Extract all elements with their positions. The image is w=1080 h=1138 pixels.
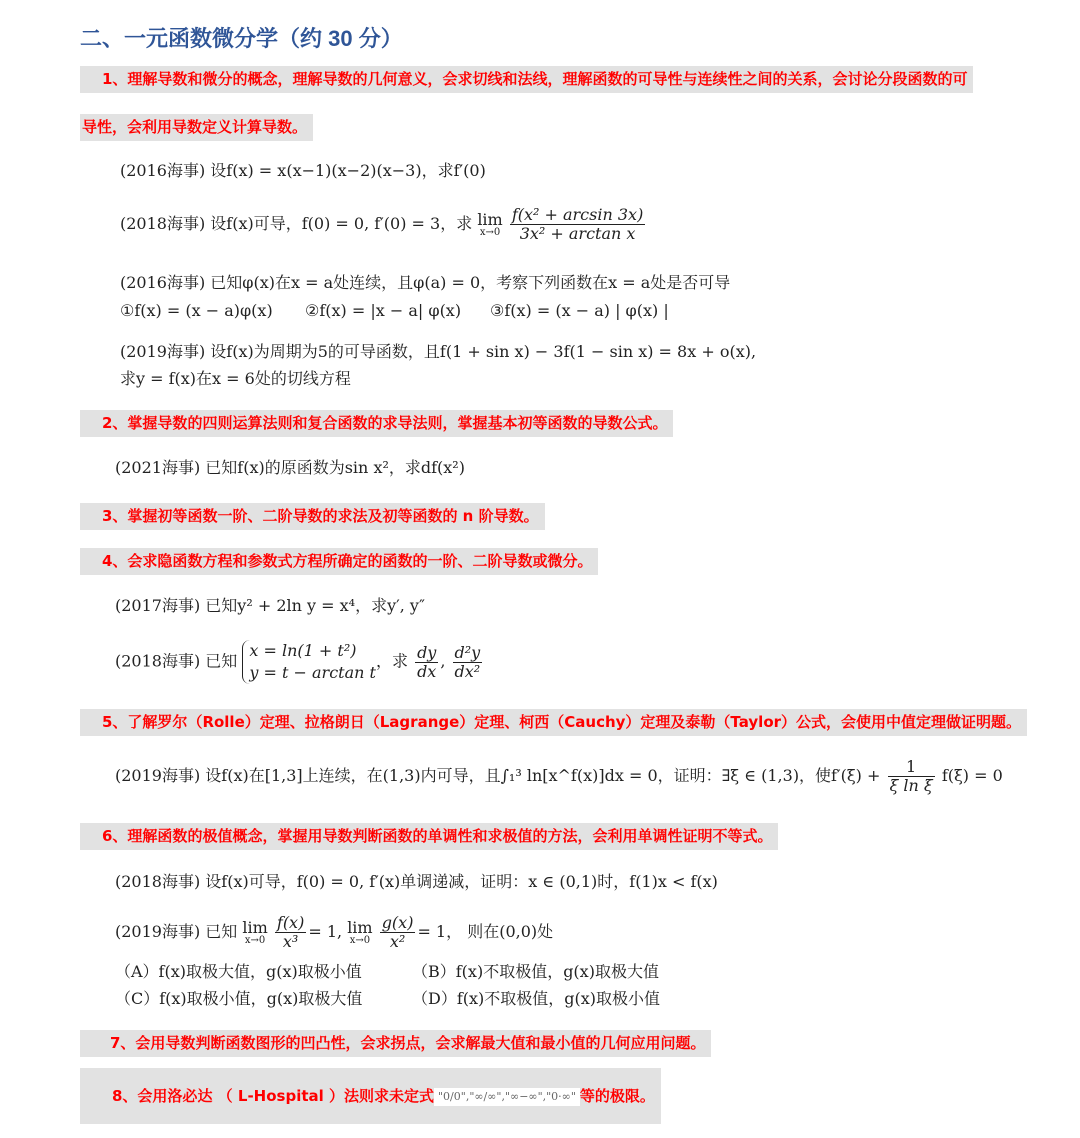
- topic-3: 3、掌握初等函数一阶、二阶导数的求法及初等函数的 n 阶导数。: [80, 503, 545, 530]
- problem-9: (2018海事) 设f(x)可导，f(0) = 0, f′(x)单调递减，证明：x ∈ (0,1)时，f(1)x < f(x): [115, 872, 718, 891]
- topic-7: 7、会用导数判断函数图形的凹凸性，会求拐点，会求解最大值和最小值的几何应用问题。: [80, 1030, 711, 1057]
- option-b: （B）f(x)不取极值，g(x)取极大值: [412, 962, 659, 981]
- topic-4: 4、会求隐函数方程和参数式方程所确定的函数的一阶、二阶导数或微分。: [80, 548, 598, 575]
- problem-5: (2021海事) 已知f(x)的原函数为sin x²，求df(x²): [115, 458, 465, 477]
- problem-1: (2016海事) 设f(x) = x(x−1)(x−2)(x−3)，求f′(0): [120, 161, 486, 180]
- limit-symbol: lim x→0: [477, 209, 503, 238]
- topic-8: 8、会用洛必达 （ L-Hospital ）法则求未定式 "0/0","∞/∞","∞−∞","0·∞" 等的极限。: [80, 1068, 661, 1124]
- d2y-dx2-fraction: $\frac{\text{d²y}}{\text{dx²}}$: [454, 642, 481, 681]
- problem-2: [120, 206, 647, 243]
- limit-symbol: lim x→0: [347, 917, 373, 946]
- option-d: （D）f(x)不取极值，g(x)取极小值: [412, 989, 661, 1008]
- problem-3-option-2: ②f(x) = |x − a| φ(x): [305, 301, 462, 320]
- option-a: （A）f(x)取极大值，g(x)取极小值: [115, 962, 362, 981]
- limit-symbol: lim x→0: [242, 917, 268, 946]
- topic-2: 2、掌握导数的四则运算法则和复合函数的求导法则，掌握基本初等函数的导数公式。: [80, 410, 673, 437]
- topic-1-line-2: 导性，会利用导数定义计算导数。: [80, 114, 313, 141]
- problem-2-fraction: $\frac{\text{f(x² + arcsin 3x)}}{\text{3x² + arctan x}}$: [511, 205, 644, 243]
- problem-10: (2019海事) 已知 lim x→0 $\frac{f(x)}{\text{x³}}$ = 1, lim x→0 $\frac{g(x)}{\text{x²}}$ = 1， 则在(0,0)处: [115, 913, 554, 951]
- problem-8: (2019海事) 设f(x)在[1,3]上连续，在(1,3)内可导，且∫₁³ ln[x^f(x)]dx = 0，证明：∃ξ ∈ (1,3)，使f′(ξ) + $\frac{1}{\text{ξ ln ξ}}$ f(ξ) = 0: [115, 757, 1003, 795]
- problem-2-text: (2018海事) 设f(x)可导，f(0) = 0, f′(0) = 3，求: [120, 214, 473, 233]
- option-c: （C）f(x)取极小值，g(x)取极大值: [115, 989, 363, 1008]
- problem-8-fraction: $\frac{1}{\text{ξ ln ξ}}$: [889, 757, 933, 795]
- problem-4-line-1: (2019海事) 设f(x)为周期为5的可导函数，且f(1 + sin x) − 3f(1 − sin x) = 8x + o(x),: [120, 342, 757, 361]
- section-title: 二、一元函数微分学（约 30 分）: [80, 26, 403, 51]
- problem-3-option-3: ③f(x) = (x − a) | φ(x) |: [490, 301, 669, 320]
- dy-dx-fraction: $\frac{dy}{dx}$: [417, 642, 437, 681]
- indeterminate-forms-image: "0/0","∞/∞","∞−∞","0·∞": [434, 1088, 580, 1106]
- problem-4-line-2: 求y = f(x)在x = 6处的切线方程: [120, 369, 351, 388]
- fx-over-x3: $\frac{f(x)}{\text{x³}}$: [276, 913, 305, 951]
- topic-6: 6、理解函数的极值概念，掌握用导数判断函数的单调性和求极值的方法，会利用单调性证明不等式。: [80, 823, 778, 850]
- problem-7: (2018海事) 已知 x = ln(1 + t²) y = t − arctan t ，求 $\frac{dy}{dx}$ , $\frac{\text{d²y}}{\text{dx²}}$: [115, 641, 481, 682]
- topic-5: 5、了解罗尔（Rolle）定理、拉格朗日（Lagrange）定理、柯西（Cauchy）定理及泰勒（Taylor）公式，会使用中值定理做证明题。: [80, 709, 1027, 736]
- problem-3-line-1: (2016海事) 已知φ(x)在x = a处连续，且φ(a) = 0，考察下列函数在x = a处是否可导: [120, 273, 731, 292]
- problem-6: (2017海事) 已知y² + 2ln y = x⁴，求y′, y″: [115, 596, 425, 615]
- parametric-system: x = ln(1 + t²) y = t − arctan t: [242, 640, 376, 684]
- gx-over-x2: $\frac{g(x)}{\text{x²}}$: [381, 913, 414, 951]
- topic-1-line-1: 1、理解导数和微分的概念，理解导数的几何意义，会求切线和法线，理解函数的可导性与连续性之间的关系，会讨论分段函数的可: [80, 66, 973, 93]
- problem-3-option-1: ①f(x) = (x − a)φ(x): [120, 301, 273, 320]
